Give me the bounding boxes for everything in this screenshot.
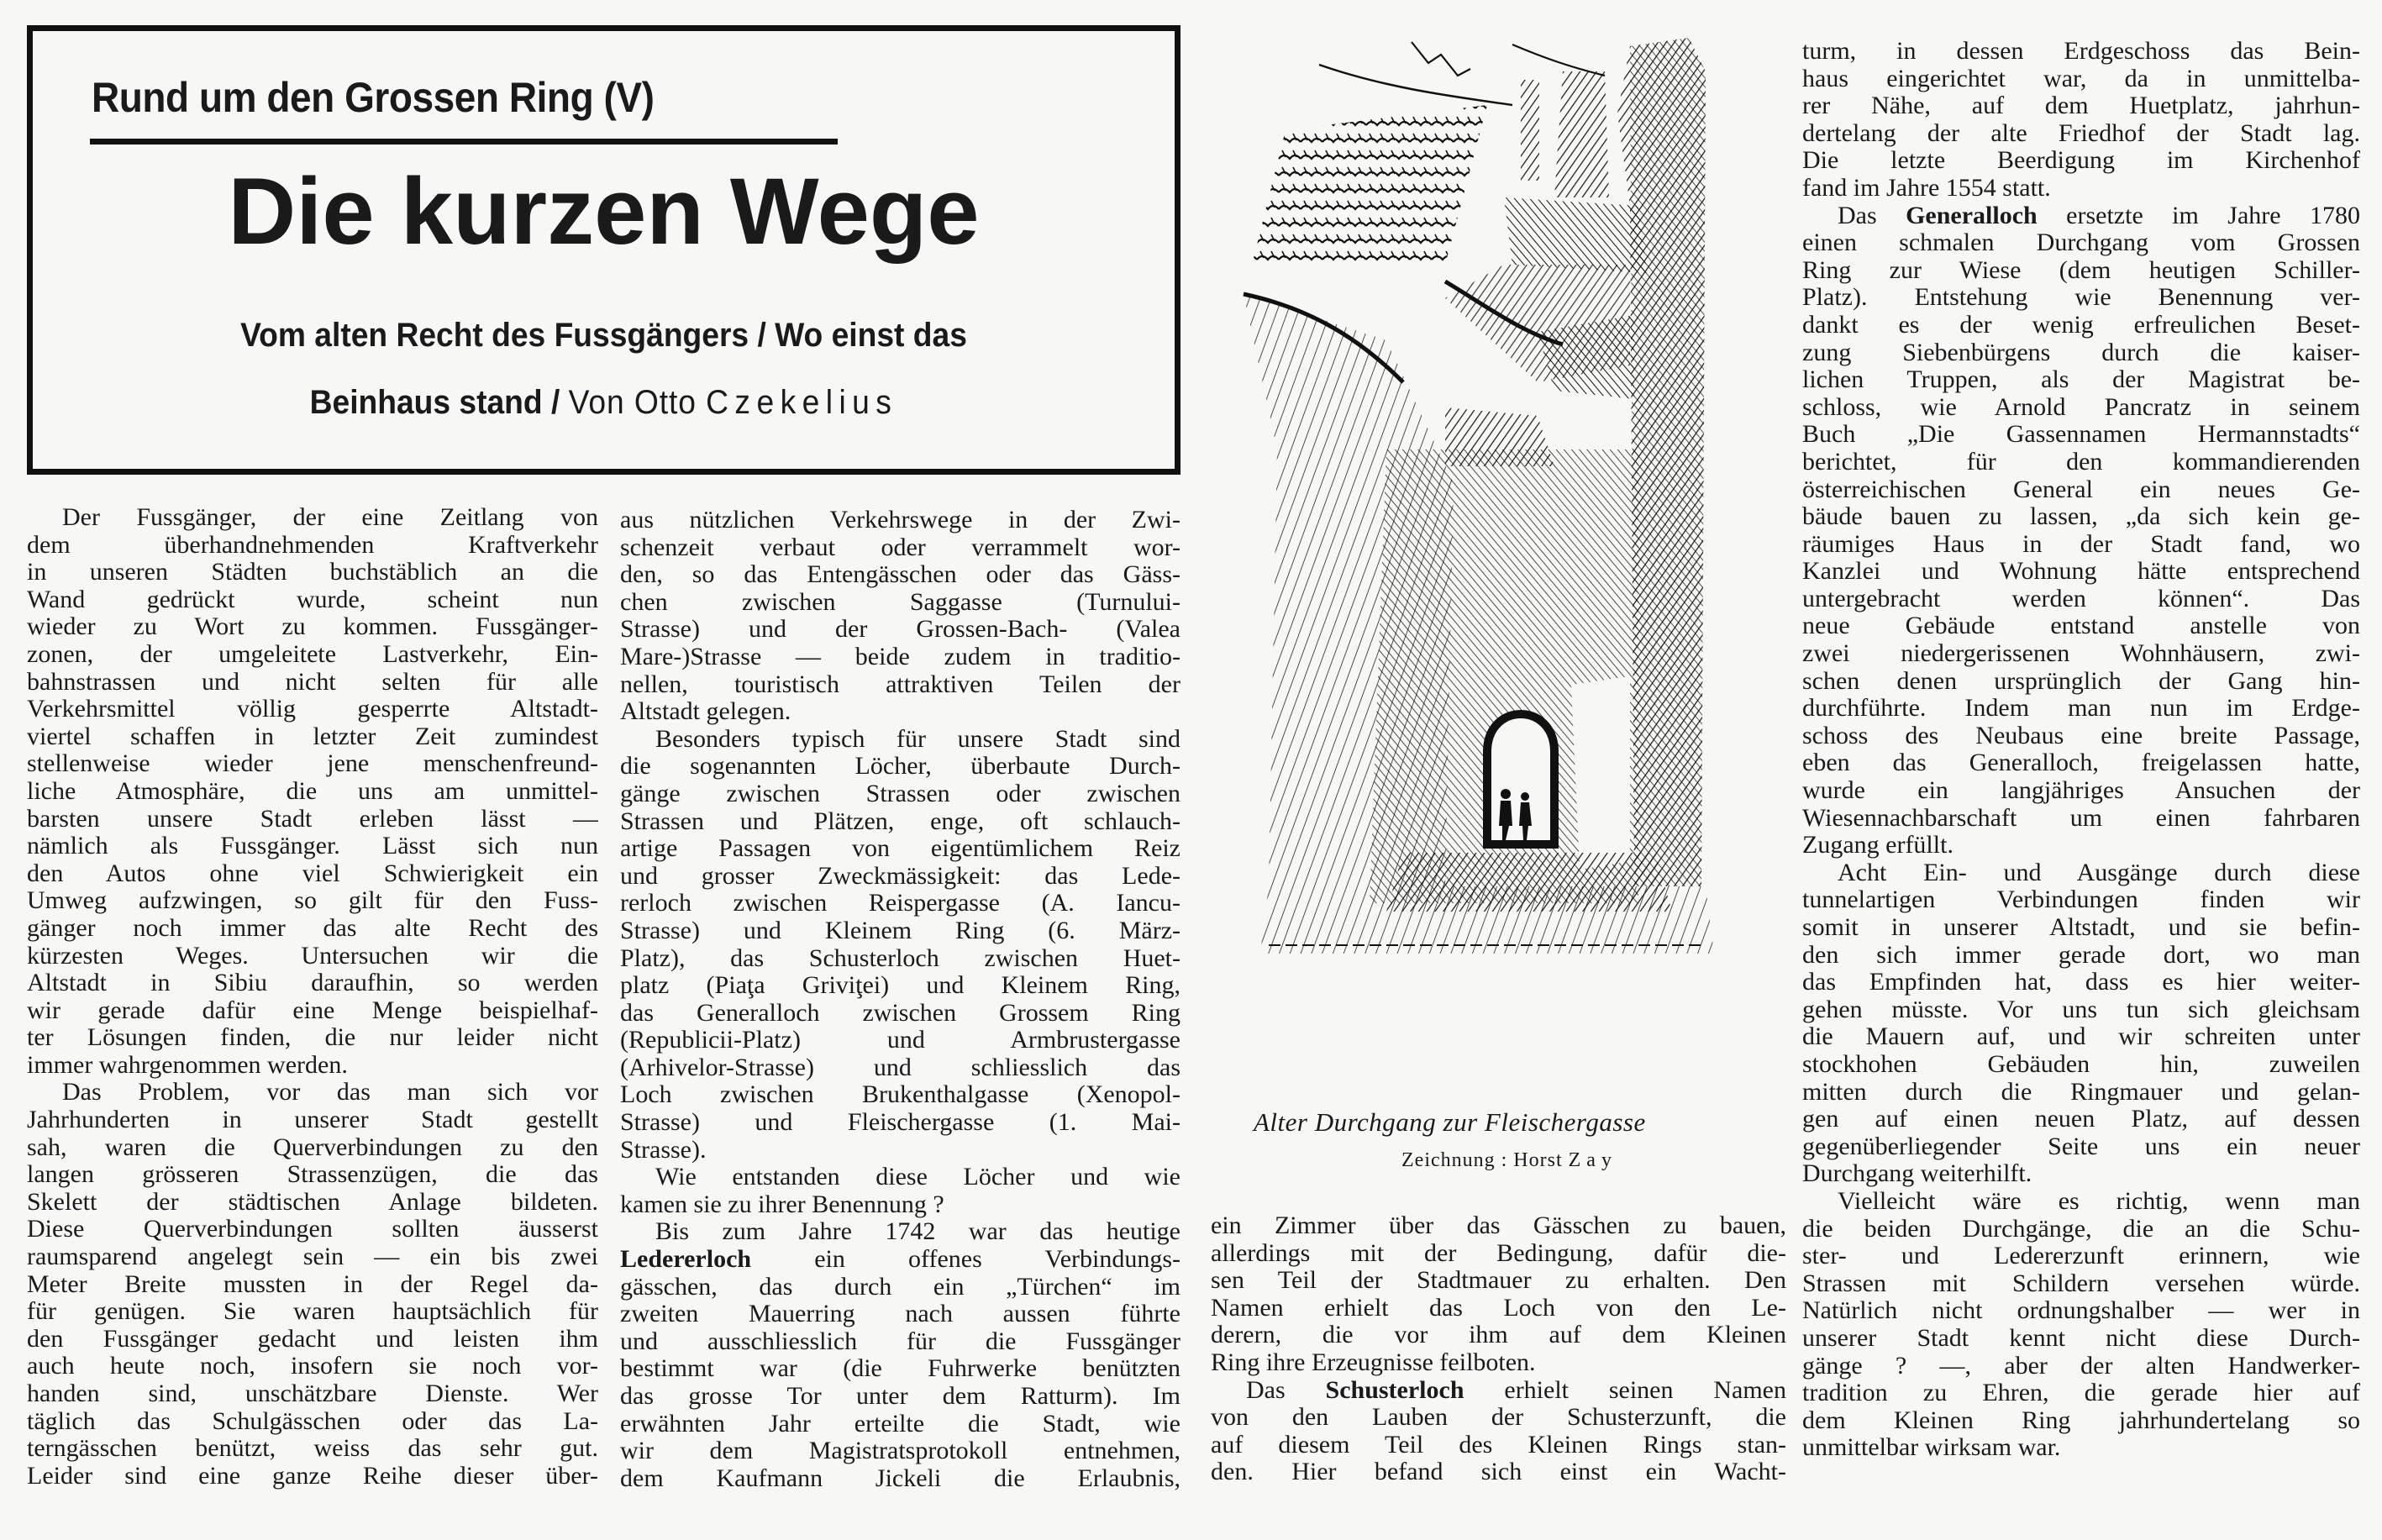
byline-prefix: Von Otto (568, 384, 707, 421)
text-line: wieder zu Wort zu kommen. Fussgänger- (27, 613, 598, 641)
text-line: Strasse) und Kleinem Ring (6. März- (620, 917, 1180, 944)
text-line: dankt es der wenig erfreulichen Beset- (1802, 311, 2360, 339)
text-line: schenzeit verbaut oder verrammelt wor- (620, 533, 1180, 561)
text-line: Verkehrsmittel völlig gesperrte Altstadt- (27, 696, 598, 723)
text-line: allerdings mit der Bedingung, dafür die- (1211, 1239, 1786, 1267)
text-line: in unseren Städten buchstäblich an die (27, 559, 598, 586)
text-line: zwei niedergerissenen Wohnhäusern, zwi- (1802, 640, 2360, 668)
wire-line (1319, 65, 1512, 105)
text-line: Platz). Entstehung wie Benennung ver- (1802, 284, 2360, 312)
text-line: Strasse) und Fleischergasse (1. Mai- (620, 1109, 1180, 1137)
text-line: untergebracht werden können“. Das (1802, 585, 2360, 612)
text-line: Meter Breite mussten in der Regel da- (27, 1270, 598, 1298)
pen-drawing-illustration (1235, 13, 1739, 1071)
text-line: langen grösseren Strassenzügen, die das (27, 1161, 598, 1189)
text-line: schoss des Neubaus eine breite Passage, (1802, 722, 2360, 749)
text-line: kamen sie zu ihrer Benennung ? (620, 1190, 944, 1218)
text-line: gässchen, das durch ein „Türchen“ im (620, 1273, 1180, 1301)
text-line: zung Siebenbürgens durch die kaiser- (1802, 339, 2360, 366)
text-line: handen sind, unschätzbare Dienste. Wer (27, 1380, 598, 1407)
text-line: terngässchen benützt, weiss das sehr gut. (27, 1435, 598, 1463)
text-line: dem Kleinen Ring jahrhundertelang so (1802, 1406, 2360, 1434)
text-line (1802, 202, 2360, 230)
line-rest: ersetzte im Jahre 1780 (2037, 202, 2360, 229)
text-line: Wiesennachbarschaft um einen fahrbaren (1802, 804, 2360, 832)
text-line: raumsparend angelegt sein — ein bis zwei (27, 1243, 598, 1271)
subheadline-continuation: Beinhaus stand / (309, 384, 569, 421)
text-line: Altstadt in Sibiu daraufhin, so werden (27, 970, 598, 997)
text-line: ein Zimmer über das Gässchen zu bauen, (1211, 1212, 1786, 1239)
article-subheadline-line2 (73, 384, 1135, 422)
line-prefix: Das (1838, 202, 1906, 229)
text-line: bestimmt war (die Fuhrwerke benützten (620, 1355, 1180, 1383)
text-line: für genügen. Sie waren hauptsächlich für (27, 1298, 598, 1326)
text-line: täglich das Schulgässchen oder das La- (27, 1407, 598, 1435)
text-line: (Republicii-Platz) und Armbrustergasse (620, 1027, 1180, 1054)
text-line: ter Lösungen finden, die nur leider nicht (27, 1024, 598, 1052)
text-line: berichtet, für den kommandierenden (1802, 448, 2360, 476)
text-line: viertel schaffen in letzter Zeit zumindest (27, 723, 598, 750)
text-line: somit in unserer Altstadt, und sie befin- (1802, 914, 2360, 941)
line-rest: ein offenes Verbindungs- (751, 1246, 1180, 1274)
text-line: gehen müsste. Vor uns tun sich gleichsam (1802, 996, 2360, 1023)
text-line: den Fussgänger gedacht und leisten ihm (27, 1325, 598, 1353)
text-line: haus eingerichtet war, da in unmittelba- (1802, 65, 2360, 92)
text-line: den. Hier befand sich einst ein Wacht- (1211, 1459, 1786, 1486)
text-line: bäude bauen zu lassen, „da sich kein ge- (1802, 503, 2360, 531)
text-line: schen denen ursprünglich der Gang hin- (1802, 667, 2360, 695)
bold-term: Ledererloch (620, 1246, 752, 1274)
text-line: wir gerade dafür eine Menge beispielhaf- (27, 996, 598, 1024)
line-rest: erhielt seinen Namen (1464, 1376, 1786, 1404)
text-line: zweiten Mauerring nach aussen führte (620, 1301, 1180, 1328)
text-line: Loch zwischen Brukenthalgasse (Xenopol- (620, 1081, 1180, 1109)
text-line: Umweg aufzwingen, so gilt für den Fuss- (27, 887, 598, 915)
text-line: Zugang erfüllt. (1802, 832, 1953, 859)
text-line: wir dem Magistratsprotokoll entnehmen, (620, 1438, 1180, 1465)
bold-term: Schusterloch (1325, 1376, 1464, 1404)
text-line: unserer Stadt kennt nicht diese Durch- (1802, 1324, 2360, 1352)
text-column-3 (1211, 1212, 1786, 1486)
text-column-2 (620, 507, 1180, 1492)
text-line: Der Fussgänger, der eine Zeitlang von (62, 504, 598, 531)
text-line: Buch „Die Gassennamen Hermannstadts“ (1802, 421, 2360, 449)
illustration-caption: Alter Durchgang zur Fleischergasse (1254, 1107, 1646, 1137)
text-line: die Mauern auf, und wir schreiten unter (1802, 1023, 2360, 1051)
text-line: Diese Querverbindungen sollten äusserst (27, 1216, 598, 1243)
text-line: Vielleicht wäre es richtig, wenn man (1838, 1187, 2360, 1215)
illustration-credit (1401, 1149, 1617, 1172)
text-line: Strasse). (620, 1136, 707, 1164)
text-line: dem Kaufmann Jickeli die Erlaubnis, (620, 1464, 1180, 1492)
text-line: gänge zwischen Strassen oder zwischen (620, 780, 1180, 807)
text-line: durchführte. Indem man nun im Erdge- (1802, 695, 2360, 723)
text-line: erwähnten Jahr erteilte die Stadt, wie (620, 1410, 1180, 1438)
text-line: das Empfinden hat, dass es hier weiter- (1802, 969, 2360, 996)
text-line: neue Gebäude entstand anstelle von (1802, 612, 2360, 640)
text-line: eben das Generalloch, freigelassen hatte, (1802, 749, 2360, 777)
text-line: Acht Ein- und Ausgänge durch diese (1838, 859, 2360, 886)
text-line: barsten unsere Stadt erleben lässt — (27, 805, 598, 833)
text-line (620, 1246, 1180, 1274)
series-kicker: Rund um den Grossen Ring (V) (92, 74, 655, 121)
text-line: zonen, der umgeleitete Lastverkehr, Ein- (27, 640, 598, 668)
text-line: und ausschliesslich für die Fussgänger (620, 1327, 1180, 1355)
text-line: österreichischen General ein neues Ge- (1802, 476, 2360, 503)
text-line: Natürlich nicht ordnungshalber — wer in (1802, 1297, 2360, 1325)
text-line: mitten durch die Ringmauer und gelan- (1802, 1078, 2360, 1106)
text-line: von den Lauben der Schusterzunft, die (1211, 1404, 1786, 1432)
text-line: stockhohen Gebäuden hin, zuweilen (1802, 1050, 2360, 1078)
text-line: Jahrhunderten in unserer Stadt gestellt (27, 1106, 598, 1134)
text-line: aus nützlichen Verkehrswege in der Zwi- (620, 507, 1180, 533)
credit-prefix: Zeichnung : Horst (1401, 1149, 1569, 1171)
text-line: Ring zur Wiese (dem heutigen Schiller- (1802, 256, 2360, 284)
text-line: Strassen und Plätzen, enge, oft schlauch- (620, 807, 1180, 835)
text-line: Bis zum Jahre 1742 war das heutige (655, 1218, 1180, 1246)
text-line: Namen erhielt das Loch von den Le- (1211, 1294, 1786, 1322)
byline (569, 384, 898, 421)
text-line: bahnstrassen und nicht selten für alle (27, 668, 598, 696)
text-line: das Generalloch zwischen Grossem Ring (620, 999, 1180, 1027)
text-line: nellen, touristisch attraktiven Teilen der (620, 670, 1180, 698)
text-line: einen schmalen Durchgang vom Grossen (1802, 229, 2360, 257)
text-line: Wand gedrückt wurde, scheint nun (27, 586, 598, 613)
text-line: die beiden Durchgänge, die an die Schu- (1802, 1215, 2360, 1243)
text-line: Durchgang weiterhilft. (1802, 1160, 2032, 1188)
text-line: gen auf einen neuen Platz, auf dessen (1802, 1106, 2360, 1133)
text-column-4 (1802, 38, 2360, 1462)
text-line: stellenweise wieder jene menschenfreund- (27, 750, 598, 778)
text-line: die sogenannten Löcher, überbaute Durch- (620, 753, 1180, 781)
text-line: gänger noch immer das alte Recht des (27, 914, 598, 942)
text-line: fand im Jahre 1554 statt. (1802, 174, 2051, 202)
text-line: Wie entstanden diese Löcher und wie (655, 1164, 1180, 1191)
text-line: chen zwischen Saggasse (Turnului- (620, 588, 1180, 616)
text-line: Ring ihre Erzeugnisse feilboten. (1211, 1348, 1536, 1376)
text-line: artige Passagen von eigentümlichem Reiz (620, 835, 1180, 863)
text-line: turm, in dessen Erdgeschoss das Bein- (1802, 38, 2360, 65)
text-line: liche Atmosphäre, die uns am unmittel- (27, 777, 598, 805)
text-line: Skelett der städtischen Anlage bildeten. (27, 1188, 598, 1216)
article-subheadline: Vom alten Recht des Fussgängers / Wo einst das (240, 317, 967, 354)
text-line: tradition zu Ehren, die gerade hier auf (1802, 1380, 2360, 1407)
author-name: Czekelius (706, 384, 898, 421)
text-line: und grosser Zweckmässigkeit: das Lede- (620, 862, 1180, 890)
text-line: Mare-)Strasse — beide zudem in traditio- (620, 643, 1180, 670)
text-column-1 (27, 504, 598, 1490)
text-line: schloss, wie Arnold Pancratz in seinem (1802, 393, 2360, 421)
text-line: Das Problem, vor das man sich vor (62, 1079, 598, 1106)
text-line: ster- und Ledererzunft erinnern, wie (1802, 1243, 2360, 1270)
text-line: Strasse) und der Grossen-Bach- (Valea (620, 616, 1180, 644)
text-line: platz (Piaţa Griviţei) und Kleinem Ring, (620, 972, 1180, 1000)
text-line: nämlich als Fussgänger. Lässt sich nun (27, 833, 598, 860)
text-line: Die letzte Beerdigung im Kirchenhof (1802, 147, 2360, 175)
text-line: lichen Truppen, als der Magistrat be- (1802, 366, 2360, 394)
text-line: derern, die vor ihm auf dem Kleinen (1211, 1322, 1786, 1349)
kicker-underline (90, 139, 838, 145)
text-line: tunnelartigen Verbindungen finden wir (1802, 886, 2360, 914)
tiled-roof (1252, 105, 1487, 265)
text-line: auch heute noch, insofern sie noch vor- (27, 1353, 598, 1380)
bold-term: Generalloch (1906, 202, 2038, 229)
text-line: kürzesten Weges. Untersuchen wir die (27, 942, 598, 970)
text-line: Strassen mit Schildern versehen würde. (1802, 1269, 2360, 1297)
article-headline: Die kurzen Wege (228, 159, 980, 264)
text-line: das grosse Tor unter dem Ratturm). Im (620, 1383, 1180, 1410)
text-line: rer Nähe, auf dem Huetplatz, jahrhun- (1802, 92, 2360, 120)
text-line: dertelang der alte Friedhof der Stadt lag. (1802, 119, 2360, 147)
headline-box (27, 25, 1180, 475)
text-line: den Autos ohne viel Schwierigkeit ein (27, 859, 598, 887)
text-line: sah, waren die Querverbindungen zu den (27, 1133, 598, 1161)
text-line (1211, 1377, 1786, 1405)
text-line: den sich immer gerade dort, wo man (1802, 941, 2360, 969)
illustrator-name: Zay (1568, 1149, 1617, 1171)
text-line: Altstadt gelegen. (620, 698, 791, 726)
text-line: wurde ein langjähriges Ansuchen der (1802, 777, 2360, 805)
line-prefix: Das (1246, 1376, 1326, 1404)
text-line: Leider sind eine ganze Reihe dieser über- (27, 1462, 598, 1490)
text-line: unmittelbar wirksam war. (1802, 1434, 2061, 1462)
text-line: Platz), das Schusterloch zwischen Huet- (620, 944, 1180, 972)
text-line: rerloch zwischen Reispergasse (A. Iancu- (620, 890, 1180, 917)
text-line: auf diesem Teil des Kleinen Rings stan- (1211, 1431, 1786, 1459)
text-line: sen Teil der Stadtmauer zu erhalten. Den (1211, 1267, 1786, 1295)
text-line: räumiges Haus in der Stadt fand, wo (1802, 530, 2360, 558)
text-line: gegenüberliegender Seite uns ein neuer (1802, 1133, 2360, 1160)
text-line: den, so das Entengässchen oder das Gäss- (620, 561, 1180, 589)
text-line: immer wahrgenommen werden. (27, 1051, 348, 1079)
text-line: gänge ? —, aber der alten Handwerker- (1802, 1352, 2360, 1380)
text-line: Kanzlei und Wohnung hätte entsprechend (1802, 558, 2360, 586)
text-line: Besonders typisch für unsere Stadt sind (655, 725, 1180, 753)
text-line: dem überhandnehmenden Kraftverkehr (27, 531, 598, 559)
text-line: (Arhivelor-Strasse) und schliesslich das (620, 1054, 1180, 1081)
